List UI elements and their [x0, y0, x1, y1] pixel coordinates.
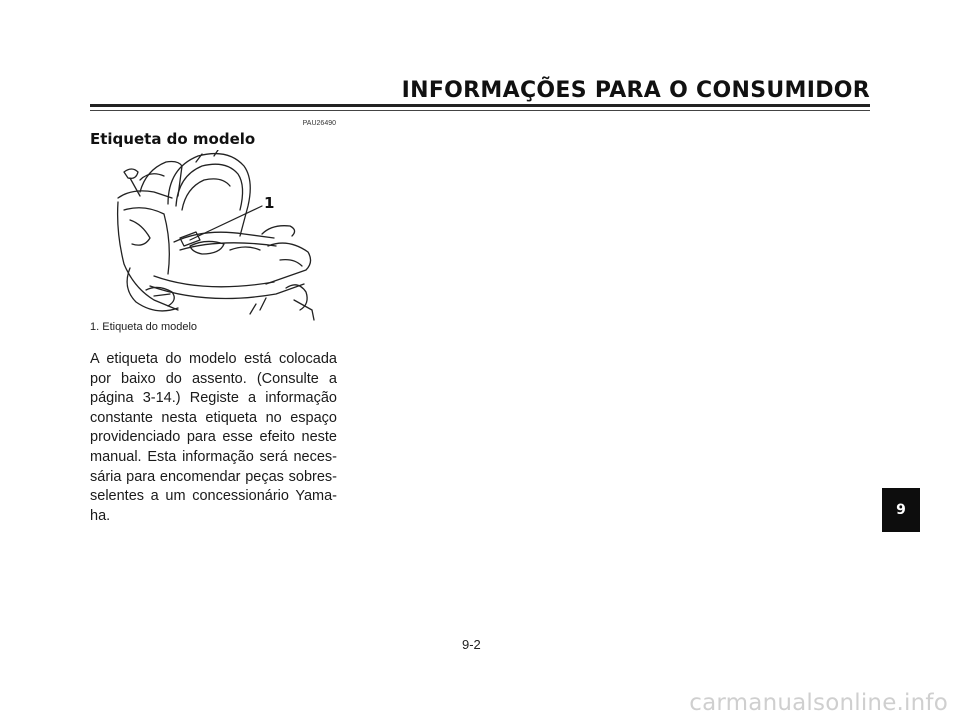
section-code: PAU26490 [302, 120, 336, 127]
page-header-title: INFORMAÇÕES PARA O CONSUMIDOR [401, 78, 870, 103]
section-heading: Etiqueta do modelo [90, 130, 256, 148]
figure-caption: 1. Etiqueta do modelo [90, 321, 198, 333]
watermark-text: carmanualsonline.info [689, 690, 948, 716]
header-rule-thick [90, 104, 870, 107]
scooter-illustration [110, 150, 330, 322]
header-rule-thin [90, 110, 870, 111]
page-number: 9-2 [462, 637, 481, 652]
chapter-tab: 9 [882, 488, 920, 532]
scooter-drawing [110, 150, 330, 322]
figure-callout-number: 1 [264, 194, 275, 212]
body-paragraph: A etiqueta do modelo está colocada por baixo do assento. (Consulte a página 3-14.) Registe a informação constante nesta etiqueta no espaço providenciado para esse efeito neste manual. Esta informação será neces-sária para encomendar peças sobres-selentes a um concessionário Yama-ha. [90, 351, 337, 524]
